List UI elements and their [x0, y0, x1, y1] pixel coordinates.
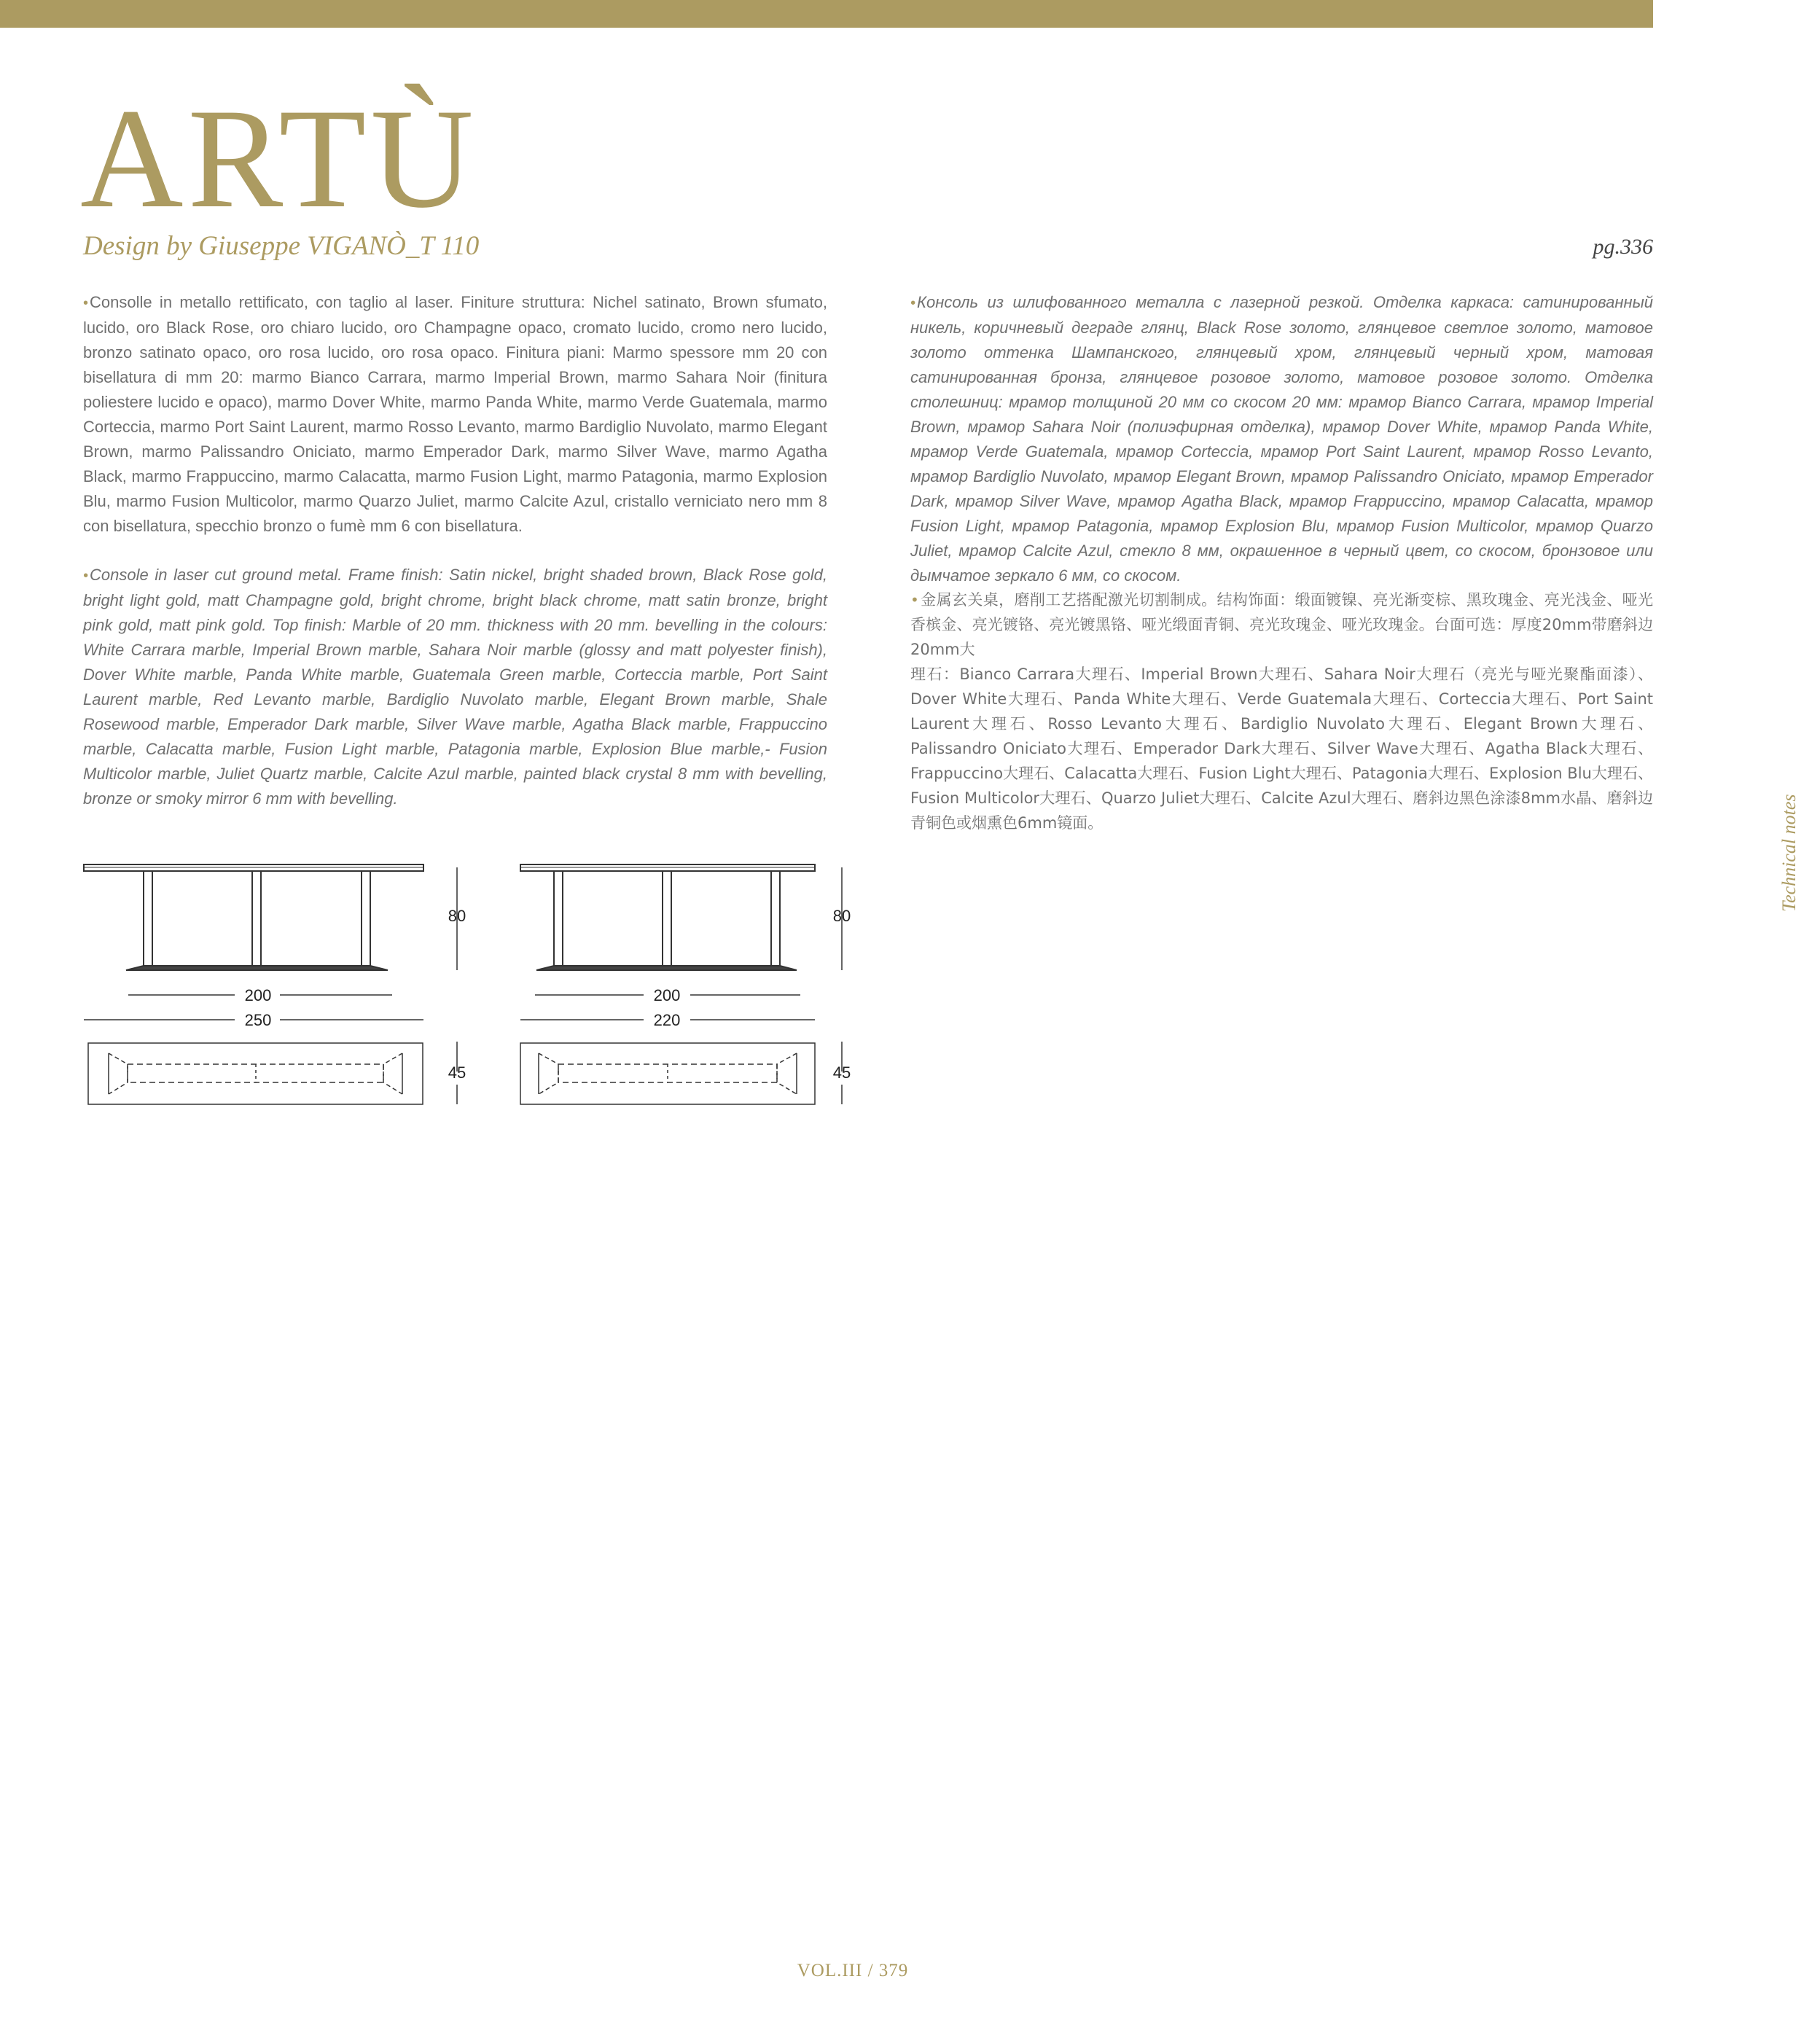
product-title: ARTÙ — [80, 79, 478, 238]
drawing-plan-250 — [88, 1043, 423, 1104]
bullet-icon: • — [83, 295, 89, 311]
dim-length-250: 250 — [244, 1011, 272, 1029]
drawing-front-250 — [84, 864, 457, 970]
description-chinese-cont: 理石：Bianco Carrara大理石、Imperial Brown大理石、Sahara Noir大理石（亮光与哑光聚酯面漆）、Dover White大理石、Panda White大理石、Verde Guatemala大理石、Corteccia大理石、Port Saint Laurent大理石、Rosso Levanto大理石、Bardiglio Nuvolato大理石、Elegant Brown大理石、Palissandro Oniciato大理石、Emperador Dark大理石、Silver Wave大理石、Agatha Black大理石、Frappuccino大理石、Calacatta大理石、Fusion Light大理石、Patagonia大理石、Explosion Blu大理石、Fusion Multicolor大理石、Quarzo Juliet大理石、Calcite Azul大理石、磨斜边黑色涂漆8mm水晶、磨斜边青铜色或烟熏色6mm镜面。 — [910, 665, 1653, 832]
page-reference: pg.336 — [1593, 235, 1653, 259]
drawing-front-220 — [520, 864, 842, 970]
description-italian-text: Consolle in metallo rettificato, con taglio al laser. Finiture struttura: Nichel satinato, Brown sfumato, lucido, oro Black Rose, oro chiaro lucido, oro Champagne opaco, cromato lucido, cromo nero lucido, bronzo satinato opaco, oro rosa lucido, oro rosa opaco. Finitura piani: Marmo spessore mm 20 con bisellatura di mm 20: marmo Bianco Carrara, marmo Imperial Brown, marmo Sahara Noir (finitura poliestere lucido e opaco), marmo Dover White, marmo Panda White, marmo Verde Guatemala, marmo Corteccia, marmo Port Saint Laurent, marmo Rosso Levanto, marmo Bardiglio Nuvolato, marmo Elegant Brown, marmo Palissandro Oniciato, marmo Emperador Dark, marmo Silver Wave, marmo Agatha Black, marmo Frappuccino, marmo Calacatta, marmo Fusion Light, marmo Patagonia, marmo Explosion Blu, marmo Fusion Multicolor, marmo Quarzo Juliet, marmo Calcite Azul, cristallo verniciato nero mm 8 con bisellatura, specchio bronzo o fumè mm 6 con bisellatura. — [83, 293, 827, 535]
bullet-icon: • — [910, 591, 919, 609]
dim-lines-220 — [520, 995, 842, 1104]
dim-length-220: 220 — [653, 1011, 681, 1029]
drawing-plan-220 — [520, 1043, 815, 1104]
description-chinese-text: 金属玄关桌，磨削工艺搭配激光切割制成。结构饰面：缎面镀镍、亮光渐变棕、黑玫瑰金、亮光浅金、哑光香槟金、亮光镀铬、亮光镀黑铬、哑光缎面青铜、亮光玫瑰金、哑光玫瑰金。台面可选：厚度20mm带磨斜边20mm大 — [910, 591, 1653, 658]
dim-inner-250: 200 — [244, 986, 272, 1004]
footer-volume-page: VOL.III / 379 — [797, 1961, 909, 1980]
dim-height-250: 80 — [448, 907, 466, 925]
bullet-icon: • — [910, 295, 916, 311]
dim-depth-220: 45 — [832, 1063, 851, 1082]
designer-subtitle: Design by Giuseppe VIGANÒ_T 110 — [83, 231, 480, 261]
dim-depth-250: 45 — [448, 1063, 466, 1082]
description-russian-text: Консоль из шлифованного металла с лазерной резкой. Отделка каркаса: сатинированный никель, коричневый деграде глянц, Black Rose золото, глянцевое светлое золото, матовое золото оттенка Шампанского, глянцевый хром, глянцевый черный хром, матовая сатинированная бронза, глянцевое розовое золото, матовое розовое золото. Отделка столешниц: мрамор толщиной 20 мм со скосом 20 мм: мрамор Bianco Carrara, мрамор Imperial Brown, мрамор Sahara Noir (полиэфирная отделка), мрамор Dover White, мрамор Panda White, мрамор Verde Guatemala, мрамор Corteccia, мрамор Port Saint Laurent, мрамор Rosso Levanto, мрамор Bardiglio Nuvolato, мрамор Elegant Brown, мрамор Palissandro Oniciato, мрамор Emperador Dark, мрамор Silver Wave, мрамор Agatha Black, мрамор Frappuccino, мрамор Calacatta, мрамор Fusion Light, мрамор Patagonia, мрамор Explosion Blu, мрамор Fusion Multicolor, мрамор Quarzo Juliet, мрамор Calcite Azul, стекло 8 мм, окрашенное в черный цвет, со скосом, бронзовое или дымчатое зеркало 6 мм, со скосом. — [910, 293, 1653, 585]
dim-inner-220: 200 — [653, 986, 681, 1004]
bullet-icon: • — [83, 568, 89, 584]
description-english-text: Console in laser cut ground metal. Frame finish: Satin nickel, bright shaded brown, Black Rose gold, bright light gold, matt Champagne gold, bright chrome, bright black chrome, matt satin bronze, bright pink gold, matt pink gold. Top finish: Marble of 20 mm. thickness with 20 mm. bevelling in the colours: White Carrara marble, Imperial Brown marble, Sahara Noir marble (glossy and matt polyester finish), Dover White marble, Panda White marble, Guatemala Green marble, Corteccia marble, Port Saint Laurent marble, Red Levanto marble, Bardiglio Nuvolato marble, Elegant Brown marble, Shale Rosewood marble, Emperador Dark marble, Silver Wave marble, Agatha Black marble, Frappuccino marble, Calacatta marble, Fusion Light marble, Patagonia marble, Explosion Blue marble,- Fusion Multicolor marble, Juliet Quartz marble, Calcite Azul marble, painted black crystal 8 mm with bevelling, bronze or smoky mirror 6 mm with bevelling. — [83, 566, 827, 808]
side-note-text: Technical notes — [1778, 794, 1800, 912]
dim-height-220: 80 — [832, 907, 851, 925]
